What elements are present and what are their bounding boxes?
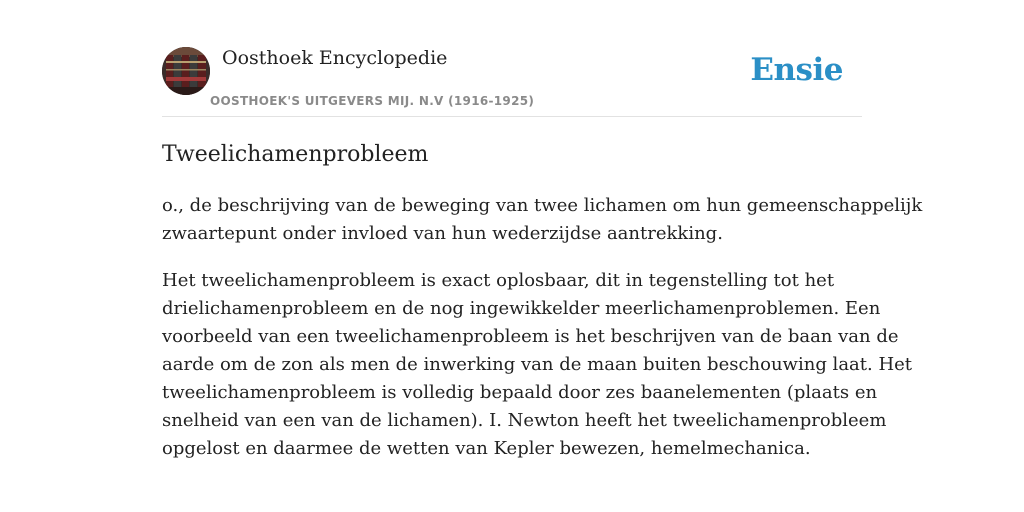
source-header bbox=[162, 46, 862, 117]
article-paragraph-2 bbox=[162, 267, 913, 463]
paragraph-line: Het tweelichamenprobleem is exact oplosbaar, dit in tegenstelling tot het bbox=[162, 270, 835, 291]
article-title: Tweelichamenprobleem bbox=[162, 142, 429, 167]
paragraph-line: snelheid van een van de lichamen). I. Newton heeft het tweelichamenprobleem bbox=[162, 410, 887, 431]
brand-logo[interactable]: Ensie bbox=[750, 52, 843, 88]
article-paragraph-1 bbox=[162, 192, 923, 248]
source-subtitle: OOSTHOEK'S UITGEVERS MIJ. N.V (1916-1925) bbox=[210, 94, 535, 108]
paragraph-line: opgelost en daarmee de wetten van Kepler bewezen, hemelmechanica. bbox=[162, 438, 811, 459]
paragraph-line: o., de beschrijving van de beweging van twee lichamen om hun gemeenschappelijk bbox=[162, 195, 923, 216]
source-title[interactable]: Oosthoek Encyclopedie bbox=[222, 47, 448, 69]
paragraph-line: zwaartepunt onder invloed van hun wederzijdse aantrekking. bbox=[162, 223, 723, 244]
article-body bbox=[162, 192, 923, 482]
paragraph-line: voorbeeld van een tweelichamenprobleem is het beschrijven van de baan van de bbox=[162, 326, 899, 347]
paragraph-line: aarde om de zon als men de inwerking van de maan buiten beschouwing laat. Het bbox=[162, 354, 913, 375]
paragraph-line: tweelichamenprobleem is volledig bepaald door zes baanelementen (plaats en bbox=[162, 382, 878, 403]
encyclopedia-books-icon[interactable] bbox=[162, 47, 210, 95]
paragraph-line: drielichamenprobleem en de nog ingewikkelder meerlichamenproblemen. Een bbox=[162, 298, 881, 319]
